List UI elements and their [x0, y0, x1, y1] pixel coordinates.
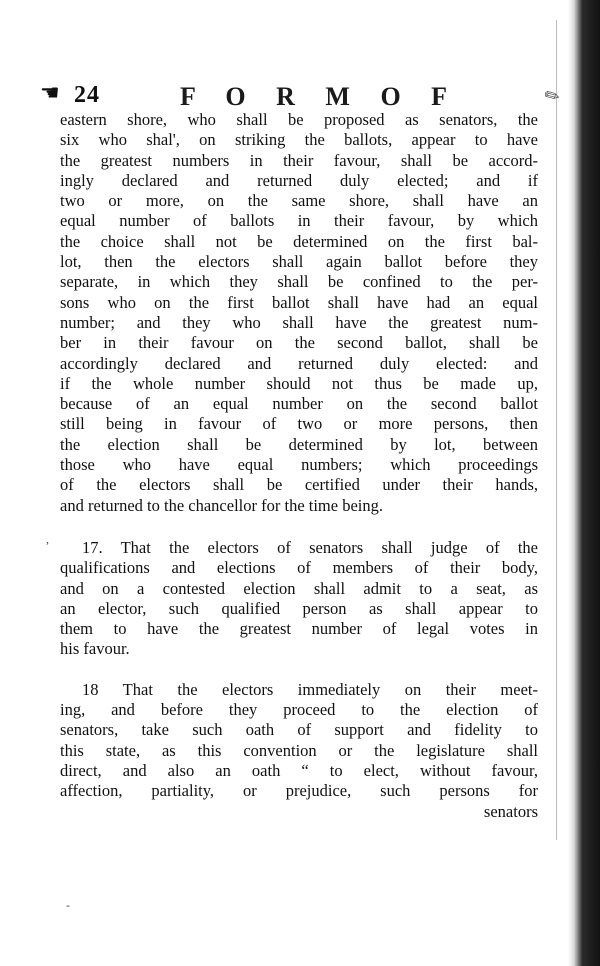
- page-header: [40, 80, 564, 112]
- text-line: affection, partiality, or prejudice, such persons for: [60, 781, 538, 801]
- text-line: the greatest numbers in their favour, shall be accord-: [60, 150, 538, 170]
- text-line: direct, and also an oath “ to elect, without favour,: [60, 760, 538, 780]
- text-line: number; and they who shall have the greatest num-: [60, 312, 538, 332]
- text-line: senators, take such oath of support and fidelity to: [60, 720, 538, 740]
- text-line: this state, as this convention or the legislature shall: [60, 740, 538, 760]
- text-line: lot, then the electors shall again ballot before they: [60, 252, 538, 272]
- text-line: six who shal', on striking the ballots, appear to have: [60, 130, 538, 150]
- paragraph-18: [60, 680, 538, 822]
- catchword: senators: [483, 801, 538, 821]
- text-line: equal number of ballots in their favour, by which: [60, 211, 538, 231]
- running-head: F O R M O F: [180, 82, 460, 111]
- text-line: because of an equal number on the second ballot: [60, 394, 538, 414]
- ink-speck: ,: [46, 532, 49, 546]
- paragraph-17: [60, 538, 538, 660]
- body-text: [60, 110, 538, 822]
- text-line: and returned to the chancellor for the time being.: [60, 495, 383, 515]
- pointing-hand-icon: ☚: [40, 80, 60, 105]
- text-line: an elector, such qualified person as shall appear to: [60, 598, 538, 618]
- pen-mark-icon: ✎: [540, 83, 564, 109]
- text-line: 18 That the electors immediately on their meet-: [82, 679, 538, 699]
- text-line: them to have the greatest number of legal votes in: [60, 619, 538, 639]
- text-line: if the whole number should not thus be made up,: [60, 373, 538, 393]
- text-line: ingly declared and returned duly elected; and if: [60, 170, 538, 190]
- text-line: ing, and before they proceed to the election of: [60, 700, 538, 720]
- text-line: two or more, on the same shore, shall have an: [60, 191, 538, 211]
- text-line: his favour.: [60, 639, 130, 659]
- text-line: still being in favour of two or more persons, then: [60, 414, 538, 434]
- ink-speck: -: [66, 898, 70, 912]
- text-line: of the electors shall be certified under their hands,: [60, 475, 538, 495]
- text-line: qualifications and elections of members of their body,: [60, 558, 538, 578]
- paragraph-gap: [60, 516, 538, 538]
- text-line: and on a contested election shall admit to a seat, as: [60, 578, 538, 598]
- page-fold-line: [556, 20, 557, 840]
- text-line: the election shall be determined by lot, between: [60, 434, 538, 454]
- text-line: ber in their favour on the second ballot, shall be: [60, 333, 538, 353]
- text-line: separate, in which they shall be confined to the per-: [60, 272, 538, 292]
- text-line: accordingly declared and returned duly elected: and: [60, 353, 538, 373]
- paragraph-16-continued: [60, 110, 538, 516]
- text-line: sons who on the first ballot shall have had an equal: [60, 292, 538, 312]
- text-line: the choice shall not be determined on the first bal-: [60, 231, 538, 251]
- text-line: eastern shore, who shall be proposed as senators, the: [60, 110, 538, 129]
- text-line: those who have equal numbers; which proceedings: [60, 455, 538, 475]
- page-number: 24: [74, 82, 100, 108]
- text-line: 17. That the electors of senators shall judge of the: [82, 537, 538, 557]
- page-edge-shadow: [568, 0, 600, 966]
- paragraph-gap: [60, 660, 538, 680]
